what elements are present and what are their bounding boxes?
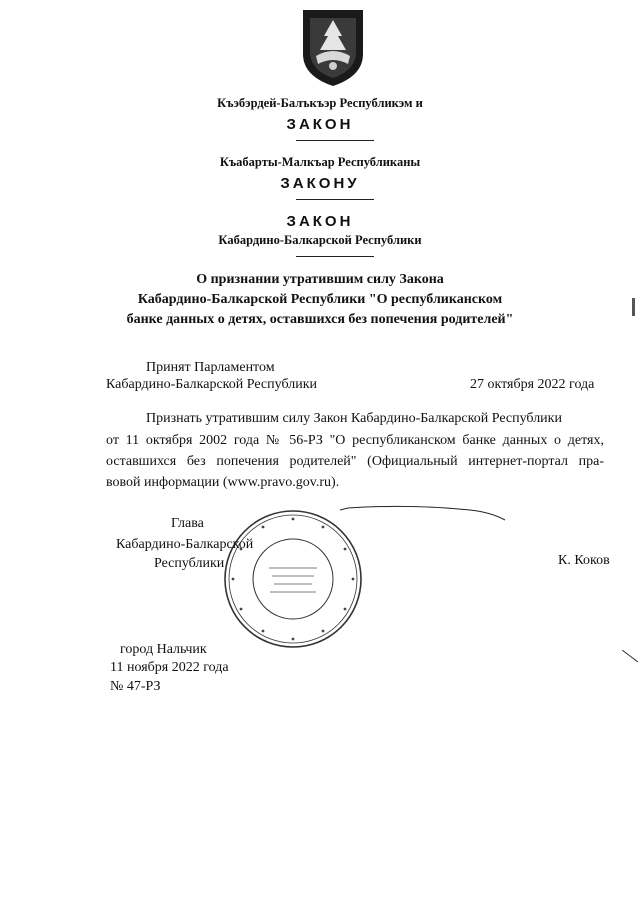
city-of-signing: город Нальчик: [120, 642, 207, 657]
signature-title-republic: Республики: [154, 556, 225, 571]
scan-mark: [632, 298, 635, 316]
divider: [296, 199, 374, 200]
official-seal-icon: [222, 508, 364, 650]
body-line-4: вовой информации (www.pravo.gov.ru).: [106, 475, 340, 490]
law-title-line-3: банке данных о детях, оставшихся без попечения родителей": [126, 312, 514, 327]
kabardian-republic-line: Къэбэрдей-Балъкъэр Республикэм и: [217, 96, 423, 110]
signature-title-region: Кабардино-Балкарской: [116, 537, 254, 552]
divider: [296, 140, 374, 141]
adoption-date: 27 октября 2022 года: [470, 377, 595, 392]
signature-title-glava: Глава: [171, 516, 204, 531]
signing-date: 11 ноября 2022 года: [110, 660, 229, 675]
law-number: № 47-РЗ: [110, 679, 161, 694]
scan-mark: [622, 650, 638, 664]
russian-law-title: ЗАКОН: [286, 213, 354, 230]
body-line-1: Признать утратившим силу Закон Кабардино-Балкарской Республики: [146, 411, 562, 426]
signatory-name: К. Коков: [558, 553, 610, 568]
balkar-republic-line: Къабарты-Малкъар Республиканы: [219, 155, 421, 169]
law-title-line-2: Кабардино-Балкарской Республики "О республиканском: [137, 292, 503, 307]
body-line-3: оставшихся без попечения родителей" (Официальный интернет-портал пра-: [106, 454, 604, 469]
kabardian-law-title: ЗАКОН: [286, 116, 354, 133]
law-title-line-1: О признании утратившим силу Закона: [196, 272, 444, 287]
coat-of-arms-icon: [298, 6, 368, 88]
divider: [296, 256, 374, 257]
russian-republic-line: Кабардино-Балкарской Республики: [218, 233, 422, 247]
body-line-2: от 11 октября 2002 года № 56-РЗ "О республиканском банке данных о детях,: [106, 433, 604, 448]
adopted-by-parliament: Принят Парламентом: [146, 360, 275, 375]
balkar-law-title: ЗАКОНУ: [280, 175, 360, 192]
adopted-republic: Кабардино-Балкарской Республики: [106, 377, 317, 392]
